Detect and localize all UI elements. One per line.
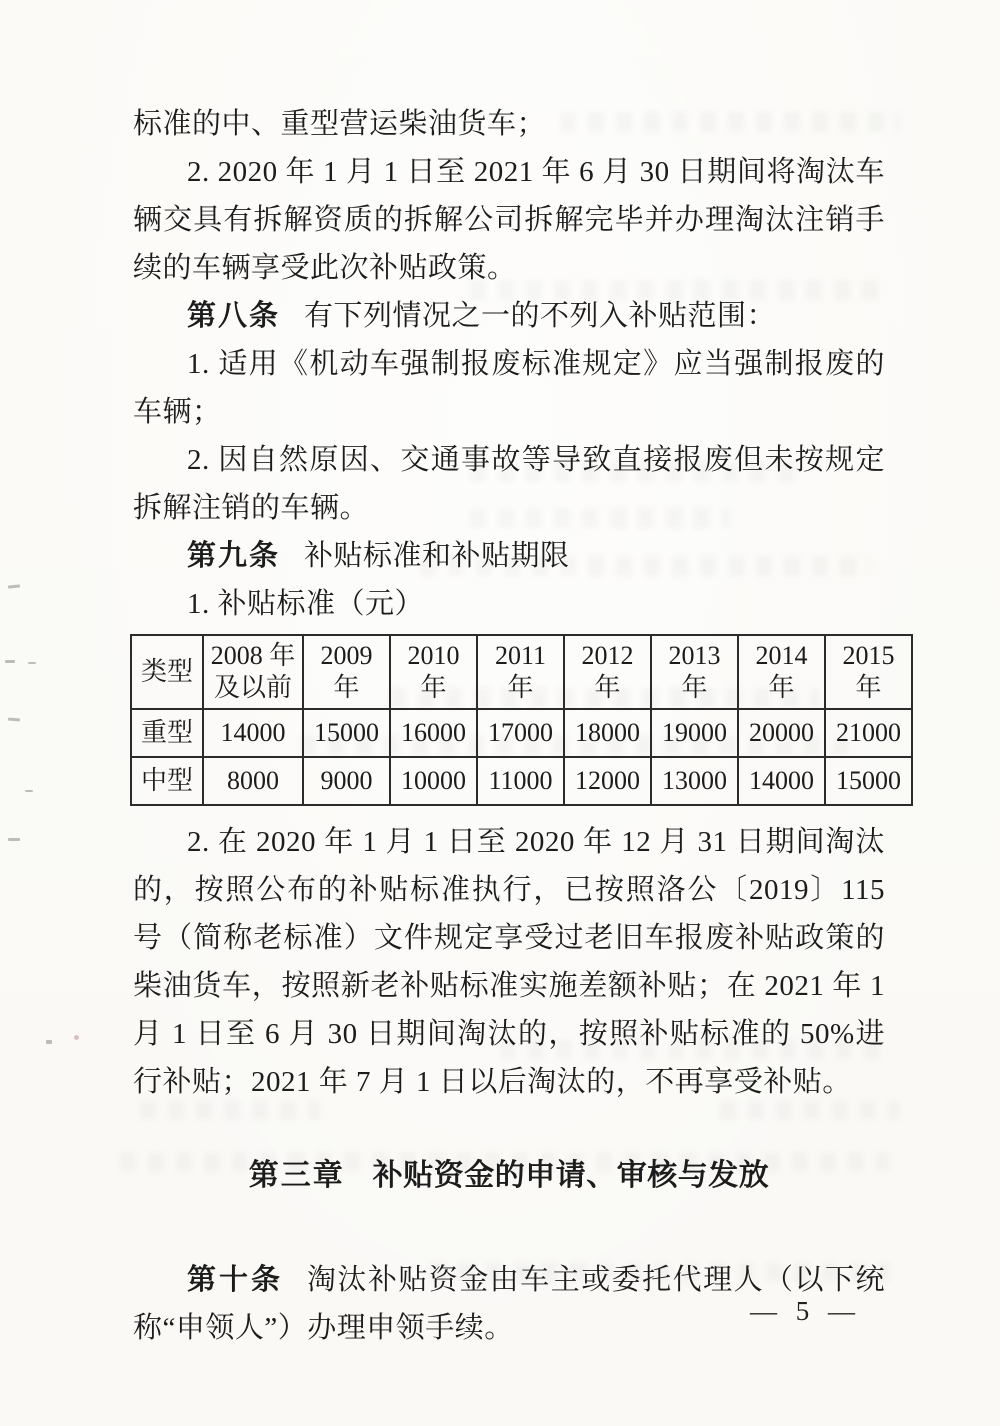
table-cell: 16000: [390, 709, 477, 757]
chapter-3-label: 第三章: [248, 1159, 345, 1192]
table-header-cell: 2015 年: [825, 635, 912, 709]
table-cell: 14000: [203, 709, 303, 757]
article-8-item-1: 1. 适用《机动车强制报废标准规定》应当强制报废的车辆；: [133, 348, 885, 428]
table-cell: 17000: [477, 709, 564, 757]
article-8-intro: 有下列情况之一的不列入补贴范围：: [304, 300, 777, 332]
table-cell: 重型: [131, 709, 203, 757]
table-header-cell: 类型: [131, 635, 203, 709]
article-9-heading: [133, 532, 885, 580]
scan-artifact: [28, 662, 36, 664]
table-header-cell: 2012 年: [564, 635, 651, 709]
article-10-text: 淘汰补贴资金由车主或委托代理人（以下统称“申领人”）办理申领手续。: [133, 1264, 885, 1344]
table-header-cell: 2014 年: [738, 635, 825, 709]
scan-artifact: [5, 660, 15, 663]
document-body: [133, 100, 901, 1352]
table-cell: 15000: [303, 709, 390, 757]
scan-artifact: [25, 790, 33, 792]
article-8-label: 第八条: [187, 300, 281, 332]
article-9-title: 补贴标准和补贴期限: [304, 540, 570, 572]
table-cell: 14000: [738, 757, 825, 805]
article-9-label: 第九条: [187, 540, 281, 572]
table-cell: 20000: [738, 709, 825, 757]
table-header-cell: 2009 年: [303, 635, 390, 709]
subsidy-point-2: 2. 在 2020 年 1 月 1 日至 2020 年 12 月 31 日期间淘汰的，按照公布的补贴标准执行，已按照洛公〔2019〕115 号（简称老标准）文件规定享受过老旧车报废补贴政策的柴油货车，按照新老补贴标准实施差额补贴；在 2021 年 1 月 1 日至 6 月 30 日期间淘汰的，按照补贴标准的 50%进行补贴；2021 年 7 月 1 日以后淘汰的，不再享受补贴。: [133, 826, 885, 1098]
table-cell: 21000: [825, 709, 912, 757]
table-cell: 10000: [390, 757, 477, 805]
scan-artifact: [46, 1040, 52, 1044]
table-row-heavy: [131, 709, 912, 757]
paragraph-continuation: 标准的中、重型营运柴油货车；: [133, 108, 547, 140]
paragraph-scrap-deadline: 2. 2020 年 1 月 1 日至 2021 年 6 月 30 日期间将淘汰车辆交具有拆解资质的拆解公司拆解完毕并办理淘汰注销手续的车辆享受此次补贴政策。: [133, 156, 885, 284]
table-row-medium: [131, 757, 912, 805]
article-8-heading: [133, 292, 885, 340]
page-number: — 5 —: [750, 1296, 861, 1326]
subsidy-standard-table: [130, 634, 913, 806]
table-cell: 11000: [477, 757, 564, 805]
article-8-item-2: 2. 因自然原因、交通事故等导致直接报废但未按规定拆解注销的车辆。: [133, 444, 885, 524]
table-header-cell: 2008 年及以前: [203, 635, 303, 709]
chapter-3-heading: [133, 1152, 885, 1200]
table-header-row: [131, 635, 912, 709]
scan-artifact: [74, 1035, 79, 1040]
scan-artifact: [8, 838, 20, 841]
table-cell: 9000: [303, 757, 390, 805]
table-cell: 19000: [651, 709, 738, 757]
scan-artifact: [8, 584, 20, 588]
table-cell: 15000: [825, 757, 912, 805]
table-cell: 13000: [651, 757, 738, 805]
table-header-cell: 2013 年: [651, 635, 738, 709]
table-cell: 8000: [203, 757, 303, 805]
table-cell: 中型: [131, 757, 203, 805]
article-10-label: 第十条: [187, 1264, 283, 1296]
chapter-3-title: 补贴资金的申请、审核与发放: [372, 1159, 770, 1192]
table-header-cell: 2011 年: [477, 635, 564, 709]
table-cell: 18000: [564, 709, 651, 757]
table-header-cell: 2010 年: [390, 635, 477, 709]
table-cell: 12000: [564, 757, 651, 805]
subsidy-point-1: 1. 补贴标准（元）: [187, 588, 425, 620]
scan-artifact: [8, 718, 20, 722]
